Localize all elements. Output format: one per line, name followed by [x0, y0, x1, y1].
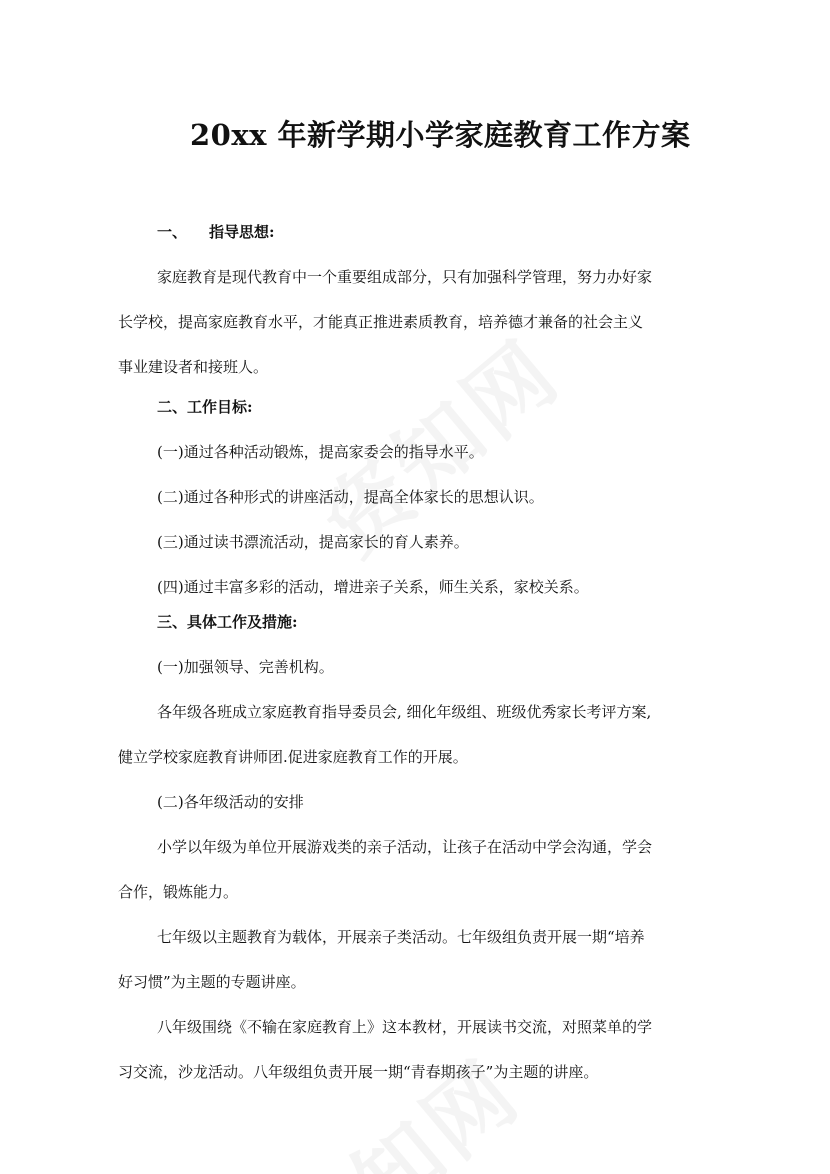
paragraph-line: 长学校，提高家庭教育水平，才能真正推进素质教育，培养德才兼备的社会主义: [118, 313, 644, 331]
paragraph-line: 事业建设者和接班人。: [118, 358, 269, 376]
paragraph-line: 八年级围绕《不输在家庭教育上》这本教材，开展读书交流，对照菜单的学: [157, 1018, 653, 1036]
goal-item: (三)通过读书漂流活动，提高家长的育人素养。: [157, 533, 469, 551]
goal-item: (一)通过各种活动锻炼，提高家委会的指导水平。: [157, 443, 484, 461]
paragraph-line: 健立学校家庭教育讲师团.促进家庭教育工作的开展。: [118, 748, 468, 766]
subheading: (二)各年级活动的安排: [157, 793, 304, 811]
section-heading: 二、工作目标:: [157, 398, 253, 416]
section-guiding-ideology: [118, 210, 718, 390]
paragraph-line: 合作，锻炼能力。: [118, 883, 239, 901]
goal-item: (二)通过各种形式的讲座活动，提高全体家长的思想认识。: [157, 488, 544, 506]
heading-text: 指导思想:: [209, 223, 275, 241]
paragraph-line: 七年级以主题教育为载体，开展亲子类活动。七年级组负责开展一期“培养: [157, 928, 645, 946]
section-work-goals: [118, 385, 718, 610]
paragraph-line: 各年级各班成立家庭教育指导委员会, 细化年级组、班级优秀家长考评方案,: [157, 703, 652, 721]
subheading: (一)加强领导、完善机构。: [157, 658, 334, 676]
document-title: 20xx 年新学期小学家庭教育工作方案: [190, 118, 691, 152]
heading-number: 一、: [157, 223, 188, 241]
paragraph-line: 好习惯”为主题的专题讲座。: [118, 973, 306, 991]
section-heading: 三、具体工作及措施:: [157, 613, 298, 631]
section-heading: [118, 210, 718, 255]
paragraph-line: 习交流，沙龙活动。八年级组负责开展一期“青春期孩子”为主题的讲座。: [118, 1063, 599, 1081]
section-work-measures: [118, 600, 718, 1095]
paragraph-line: 小学以年级为单位开展游戏类的亲子活动，让孩子在活动中学会沟通，学会: [157, 838, 653, 856]
paragraph-line: 家庭教育是现代教育中一个重要组成部分，只有加强科学管理，努力办好家: [157, 268, 653, 286]
goal-item: (四)通过丰富多彩的活动，增进亲子关系，师生关系，家校关系。: [157, 578, 589, 596]
